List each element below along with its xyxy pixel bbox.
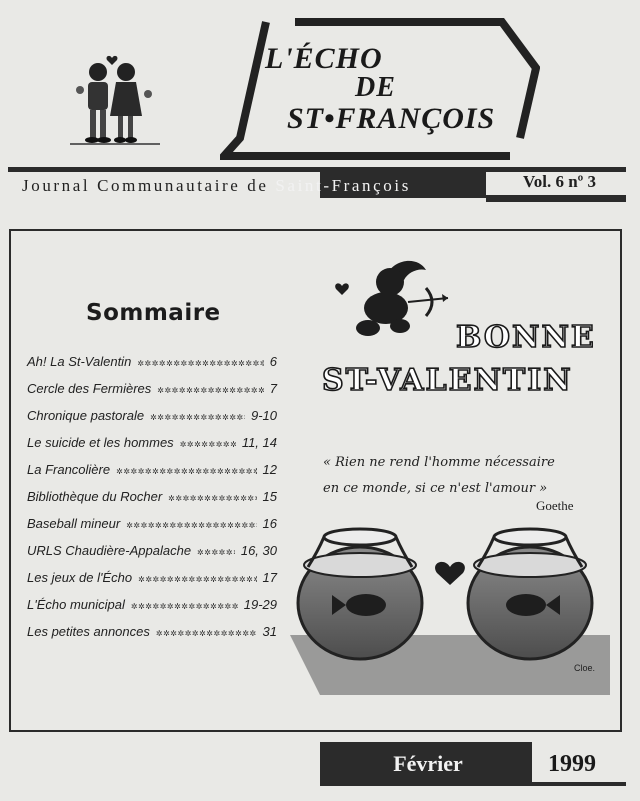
- toc-item: [27, 408, 277, 435]
- toc-leader-dots: [180, 440, 236, 449]
- subtitle-rule: [486, 195, 626, 202]
- greeting-line2: ST-VALENTIN: [322, 363, 573, 398]
- toc-item-label: Cercle des Fermières: [27, 381, 152, 396]
- greeting-line1: BONNE: [456, 320, 596, 355]
- toc-item-page: 16, 30: [240, 543, 277, 558]
- toc-item-label: Chronique pastorale: [27, 408, 145, 423]
- issue-month: Février: [393, 751, 463, 776]
- toc-item-page: 11, 14: [241, 435, 277, 450]
- toc-item-label: Bibliothèque du Rocher: [27, 489, 163, 504]
- quote-text: « Rien ne rend l'homme nécessaire en ce monde, si ce n'est l'amour »: [323, 455, 555, 496]
- toc-leader-dots: [156, 629, 257, 638]
- toc-item: [27, 543, 277, 570]
- quote-author: Goethe: [536, 498, 574, 513]
- toc-leader-dots: [150, 413, 245, 422]
- heart-icon: [435, 562, 465, 585]
- toc-item: [27, 489, 277, 516]
- toc-item: [27, 597, 277, 624]
- toc-item: [27, 435, 277, 462]
- toc-leader-dots: [197, 548, 235, 557]
- toc-item-label: La Francolière: [27, 462, 111, 477]
- toc-item-page: 7: [269, 381, 277, 396]
- toc-item-page: 17: [262, 570, 277, 585]
- toc-leader-dots: [126, 521, 256, 530]
- footer-rule: [532, 782, 626, 786]
- toc-item-label: Les petites annonces: [27, 624, 150, 639]
- issue-year: 1999: [548, 751, 596, 777]
- toc-leader-dots: [168, 494, 256, 503]
- toc-item-page: 9-10: [250, 408, 277, 423]
- toc-title: Sommaire: [86, 300, 221, 326]
- toc-item-label: L'Écho municipal: [27, 597, 125, 612]
- subtitle-part1: Journal Communautaire de: [22, 176, 276, 195]
- masthead-title-line2: DE: [355, 72, 396, 103]
- toc-item-label: Ah! La St-Valentin: [27, 354, 132, 369]
- toc-item-page: 15: [262, 489, 277, 504]
- toc-item-page: 19-29: [243, 597, 277, 612]
- masthead-title-line1: L'ÉCHO: [265, 42, 383, 75]
- toc-item-label: Baseball mineur: [27, 516, 121, 531]
- toc-leader-dots: [138, 575, 256, 584]
- toc-item-label: Les jeux de l'Écho: [27, 570, 133, 585]
- kids-kissing-icon: [70, 50, 160, 150]
- illustration-signature: Cloe.: [574, 663, 596, 673]
- toc-item-label: URLS Chaudière-Appalache: [27, 543, 192, 558]
- table-of-contents: [27, 354, 277, 651]
- toc-item-label: Le suicide et les hommes: [27, 435, 174, 450]
- toc-leader-dots: [157, 386, 264, 395]
- fishbowl-icon: [468, 529, 592, 659]
- subtitle-part2: Saint-François: [275, 176, 411, 195]
- toc-item: [27, 381, 277, 408]
- toc-item-page: 16: [262, 516, 277, 531]
- masthead-subtitle: [22, 176, 411, 196]
- fishbowl-icon: [298, 529, 422, 659]
- fishbowls-illustration: [290, 525, 610, 695]
- toc-leader-dots: [137, 359, 263, 368]
- toc-item-page: 6: [269, 354, 277, 369]
- toc-item-page: 31: [262, 624, 277, 639]
- toc-item: [27, 516, 277, 543]
- toc-item-page: 12: [262, 462, 277, 477]
- toc-item: [27, 570, 277, 597]
- volume-number: Vol. 6 nº 3: [523, 172, 597, 191]
- toc-leader-dots: [116, 467, 256, 476]
- cupid-icon: [334, 258, 450, 344]
- masthead-title-line3: ST•FRANÇOIS: [287, 102, 496, 135]
- toc-item: [27, 624, 277, 651]
- toc-item: [27, 462, 277, 489]
- toc-item: [27, 354, 277, 381]
- toc-leader-dots: [131, 602, 238, 611]
